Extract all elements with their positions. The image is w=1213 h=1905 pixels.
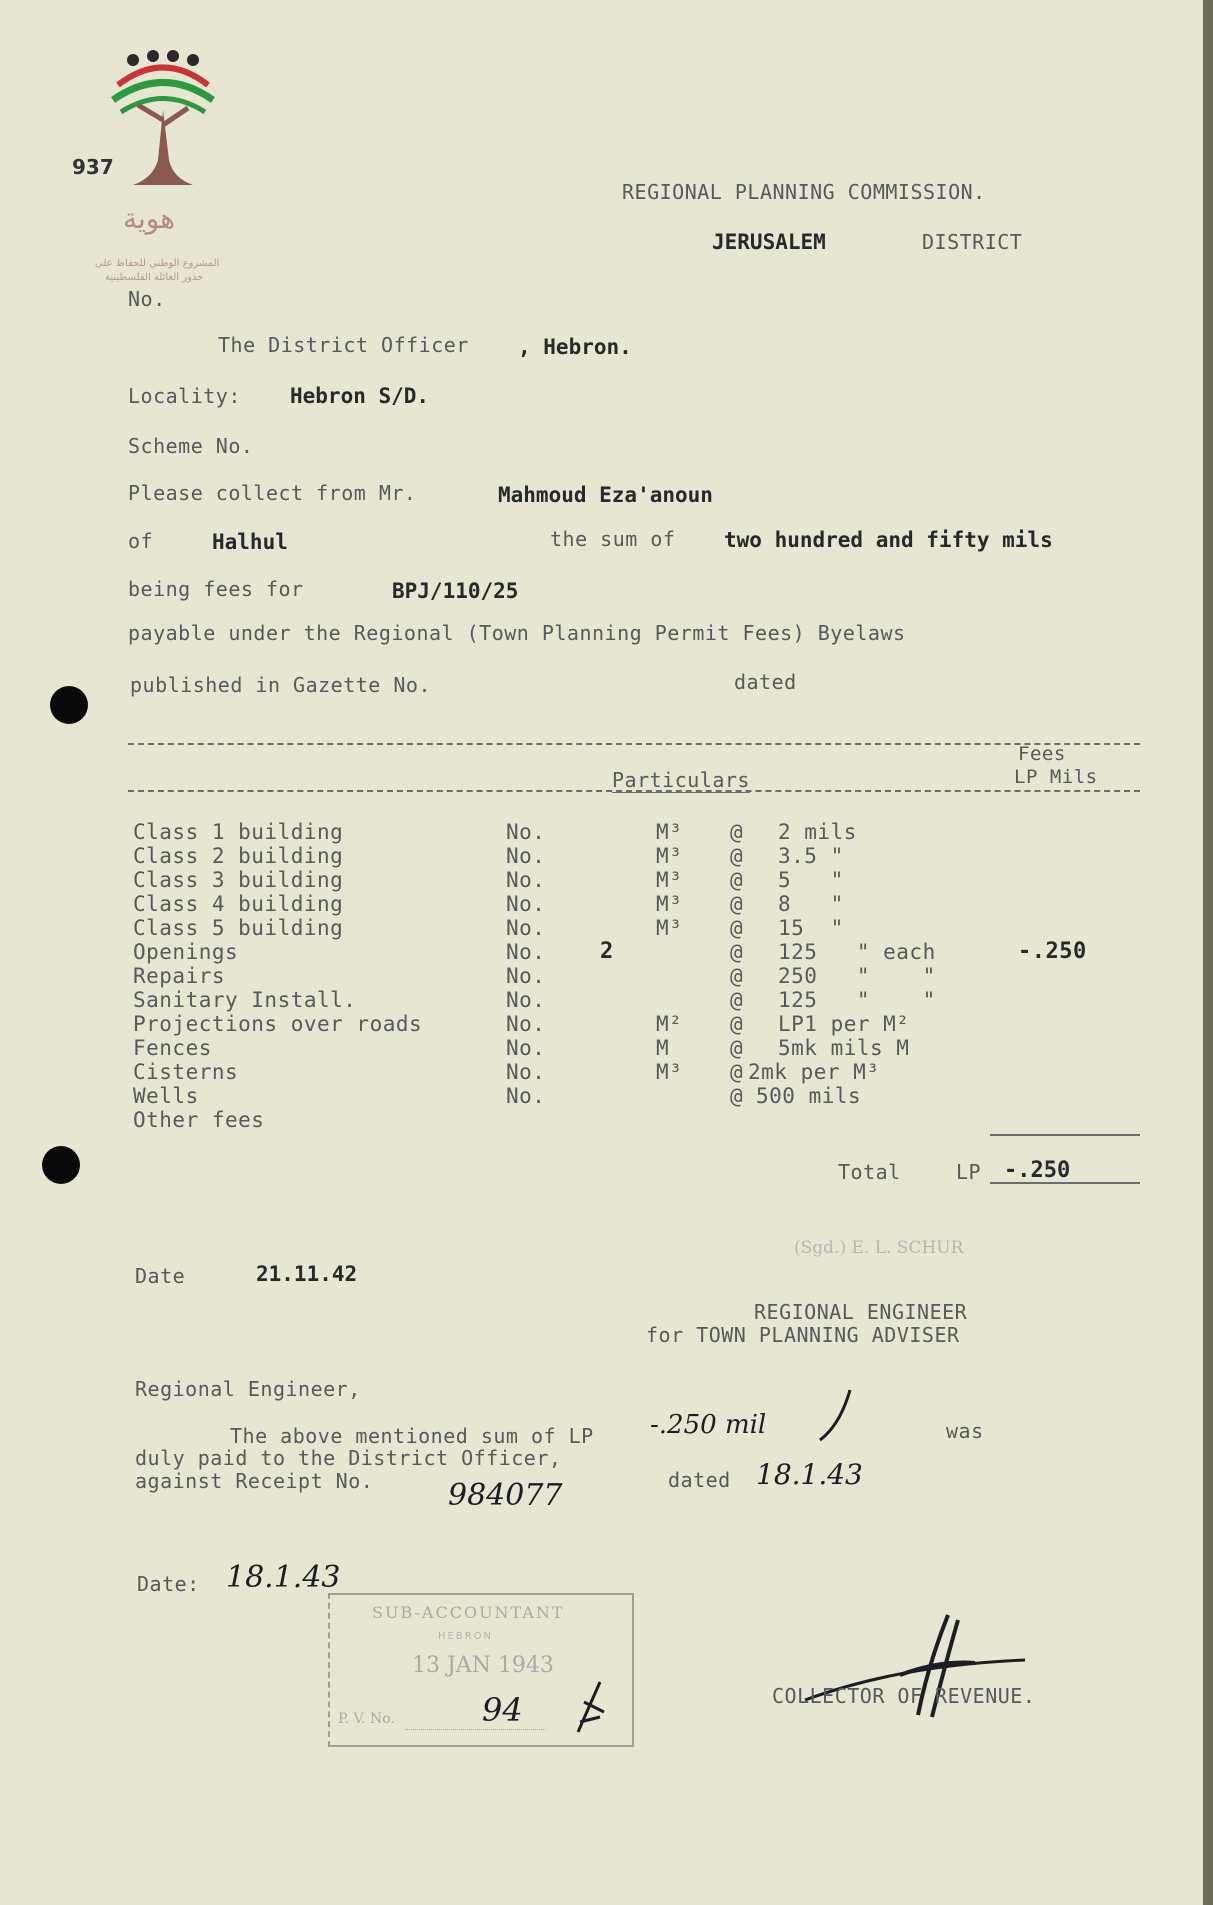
- total-currency: LP: [956, 1160, 982, 1184]
- stamp-pv-line: [406, 1729, 546, 1730]
- row-item: Other fees: [133, 1108, 265, 1132]
- row-no: No.: [506, 820, 546, 844]
- receipt-line2: duly paid to the District Officer,: [135, 1446, 562, 1470]
- row-unit: M³: [656, 868, 683, 892]
- row-at: @: [730, 892, 744, 916]
- collect-label: Please collect from Mr.: [128, 481, 417, 505]
- row-item: Wells: [133, 1084, 199, 1108]
- row-no: No.: [506, 1012, 546, 1036]
- fees-header-line2: LP Mils: [1014, 766, 1098, 788]
- row-item: Projections over roads: [133, 1012, 423, 1036]
- row-no: No.: [506, 988, 546, 1012]
- addressee-label: The District Officer: [218, 333, 469, 357]
- engineer-line2: for TOWN PLANNING ADVISER: [646, 1323, 960, 1347]
- collect-value: Mahmoud Eza'anoun: [498, 483, 713, 507]
- date-label: Date: [135, 1264, 186, 1288]
- of-value: Halhul: [212, 530, 288, 554]
- district-name: JERUSALEM: [712, 230, 826, 254]
- stamp-date: 13 JAN 1943: [412, 1653, 554, 1678]
- fees-for-value: BPJ/110/25: [392, 579, 519, 603]
- sum-label: the sum of: [550, 527, 676, 551]
- row-rate: 15 ": [778, 916, 844, 940]
- row-at: @: [730, 940, 744, 964]
- arabic-brand: هوية: [123, 202, 176, 235]
- row-item: Class 2 building: [133, 844, 344, 868]
- fees-header-line1: Fees: [1018, 743, 1066, 765]
- addressee-value: , Hebron.: [518, 335, 632, 359]
- gazette-label: published in Gazette No.: [130, 673, 431, 697]
- receipt-dated-value: 18.1.43: [756, 1458, 863, 1491]
- receipt-amount: -.250 mil: [650, 1410, 767, 1440]
- row-rate: 2mk per M³: [748, 1060, 880, 1084]
- total-label: Total: [838, 1160, 901, 1184]
- row-item: Cisterns: [133, 1060, 239, 1084]
- row-unit: M³: [656, 1060, 683, 1084]
- row-rate: LP1 per M²: [778, 1012, 910, 1036]
- row-item: Class 1 building: [133, 820, 344, 844]
- punch-hole-bottom: [42, 1146, 80, 1184]
- table-top-rule: [128, 743, 1140, 745]
- row-at: @: [730, 1036, 744, 1060]
- scheme-label: Scheme No.: [128, 434, 254, 458]
- date-value: 21.11.42: [256, 1262, 358, 1286]
- district-label: DISTRICT: [922, 230, 1023, 254]
- row-at: @: [730, 868, 744, 892]
- row-rate: 250 " ": [778, 964, 936, 988]
- receipt-line1-prefix: The above mentioned sum of LP: [230, 1424, 594, 1448]
- row-at: @: [730, 1084, 744, 1108]
- row-unit: M³: [656, 892, 683, 916]
- punch-hole-top: [50, 686, 88, 724]
- row-no: No.: [506, 1036, 546, 1060]
- row-at: @: [730, 964, 744, 988]
- row-rate: 3.5 ": [778, 844, 844, 868]
- row-unit: M³: [656, 844, 683, 868]
- row-no: No.: [506, 1084, 546, 1108]
- row-item: Class 5 building: [133, 916, 344, 940]
- receipt-number: 984077: [448, 1478, 563, 1513]
- sub-accountant-stamp: [328, 1593, 634, 1747]
- row-rate: 5 ": [778, 868, 844, 892]
- row-at: @: [730, 916, 744, 940]
- receipt-line3-prefix: against Receipt No.: [135, 1469, 374, 1493]
- row-rate: 125 " each: [778, 940, 936, 964]
- stamp-pv-label: P. V. No.: [338, 1711, 395, 1727]
- particulars-header: Particulars: [612, 768, 750, 792]
- row-rate: 8 ": [778, 892, 844, 916]
- stamp-initial-icon: [570, 1677, 610, 1737]
- row-no: No.: [506, 964, 546, 988]
- of-label: of: [128, 529, 154, 553]
- payable-text: payable under the Regional (Town Planning Permit Fees) Byelaws: [128, 621, 906, 645]
- row-unit: M³: [656, 916, 683, 940]
- row-item: Class 3 building: [133, 868, 344, 892]
- row-item: Openings: [133, 940, 239, 964]
- amount-stroke-icon: [810, 1385, 870, 1445]
- engineer-line1: REGIONAL ENGINEER: [754, 1300, 968, 1324]
- stamp-pv-value: 94: [482, 1691, 523, 1729]
- stamp-line2: HEBRON: [438, 1631, 493, 1642]
- row-no: No.: [506, 892, 546, 916]
- row-rate: 2 mils: [778, 820, 857, 844]
- row-no: No.: [506, 940, 546, 964]
- row-item: Sanitary Install.: [133, 988, 357, 1012]
- sum-value: two hundred and fifty mils: [724, 528, 1053, 552]
- logo: [95, 50, 235, 283]
- row-no: No.: [506, 868, 546, 892]
- arabic-line2: جذور العائلة الفلسطينية: [105, 272, 204, 283]
- signed-by: (Sgd.) E. L. SCHUR: [794, 1238, 964, 1258]
- row-at: @: [730, 820, 744, 844]
- row-qty: 2: [600, 939, 614, 964]
- stamp-line1: SUB-ACCOUNTANT: [372, 1603, 565, 1622]
- row-rate: 125 " ": [778, 988, 936, 1012]
- row-rate: 5mk mils M: [778, 1036, 910, 1060]
- row-fee: -.250: [1018, 939, 1087, 964]
- receipt-dated-label: dated: [668, 1468, 731, 1492]
- tree-logo-icon: [103, 50, 223, 200]
- commission-title: REGIONAL PLANNING COMMISSION.: [622, 180, 986, 204]
- row-rate: 500 mils: [756, 1084, 862, 1108]
- row-at: @: [730, 988, 744, 1012]
- receipt-date-value: 18.1.43: [226, 1560, 341, 1595]
- table-header-rule: [128, 790, 1140, 792]
- fees-for-label: being fees for: [128, 577, 304, 601]
- total-rule-bottom: [990, 1182, 1140, 1184]
- collector-label: COLLECTOR OF REVENUE.: [772, 1684, 1036, 1708]
- row-unit: M: [656, 1036, 670, 1060]
- dated-label: dated: [734, 670, 797, 694]
- receipt-salutation: Regional Engineer,: [135, 1377, 361, 1401]
- row-at: @: [730, 844, 744, 868]
- receipt-line1-suffix: was: [946, 1419, 984, 1443]
- row-item: Fences: [133, 1036, 212, 1060]
- locality-label: Locality:: [128, 384, 241, 408]
- row-unit: M³: [656, 820, 683, 844]
- row-item: Class 4 building: [133, 892, 344, 916]
- total-value: -.250: [1004, 1158, 1071, 1183]
- receipt-date-label: Date:: [137, 1572, 200, 1596]
- row-at: @: [730, 1012, 744, 1036]
- row-unit: M²: [656, 1012, 683, 1036]
- fees-table: [0, 820, 1213, 1140]
- row-at: @: [730, 1060, 744, 1084]
- total-rule-top: [990, 1134, 1140, 1136]
- locality-value: Hebron S/D.: [290, 384, 430, 408]
- page-number: 937: [72, 155, 114, 179]
- arabic-line1: المشروع الوطني للحفاظ على: [95, 258, 220, 269]
- row-no: No.: [506, 844, 546, 868]
- row-no: No.: [506, 1060, 546, 1084]
- no-label: No.: [128, 287, 166, 311]
- row-no: No.: [506, 916, 546, 940]
- row-item: Repairs: [133, 964, 226, 988]
